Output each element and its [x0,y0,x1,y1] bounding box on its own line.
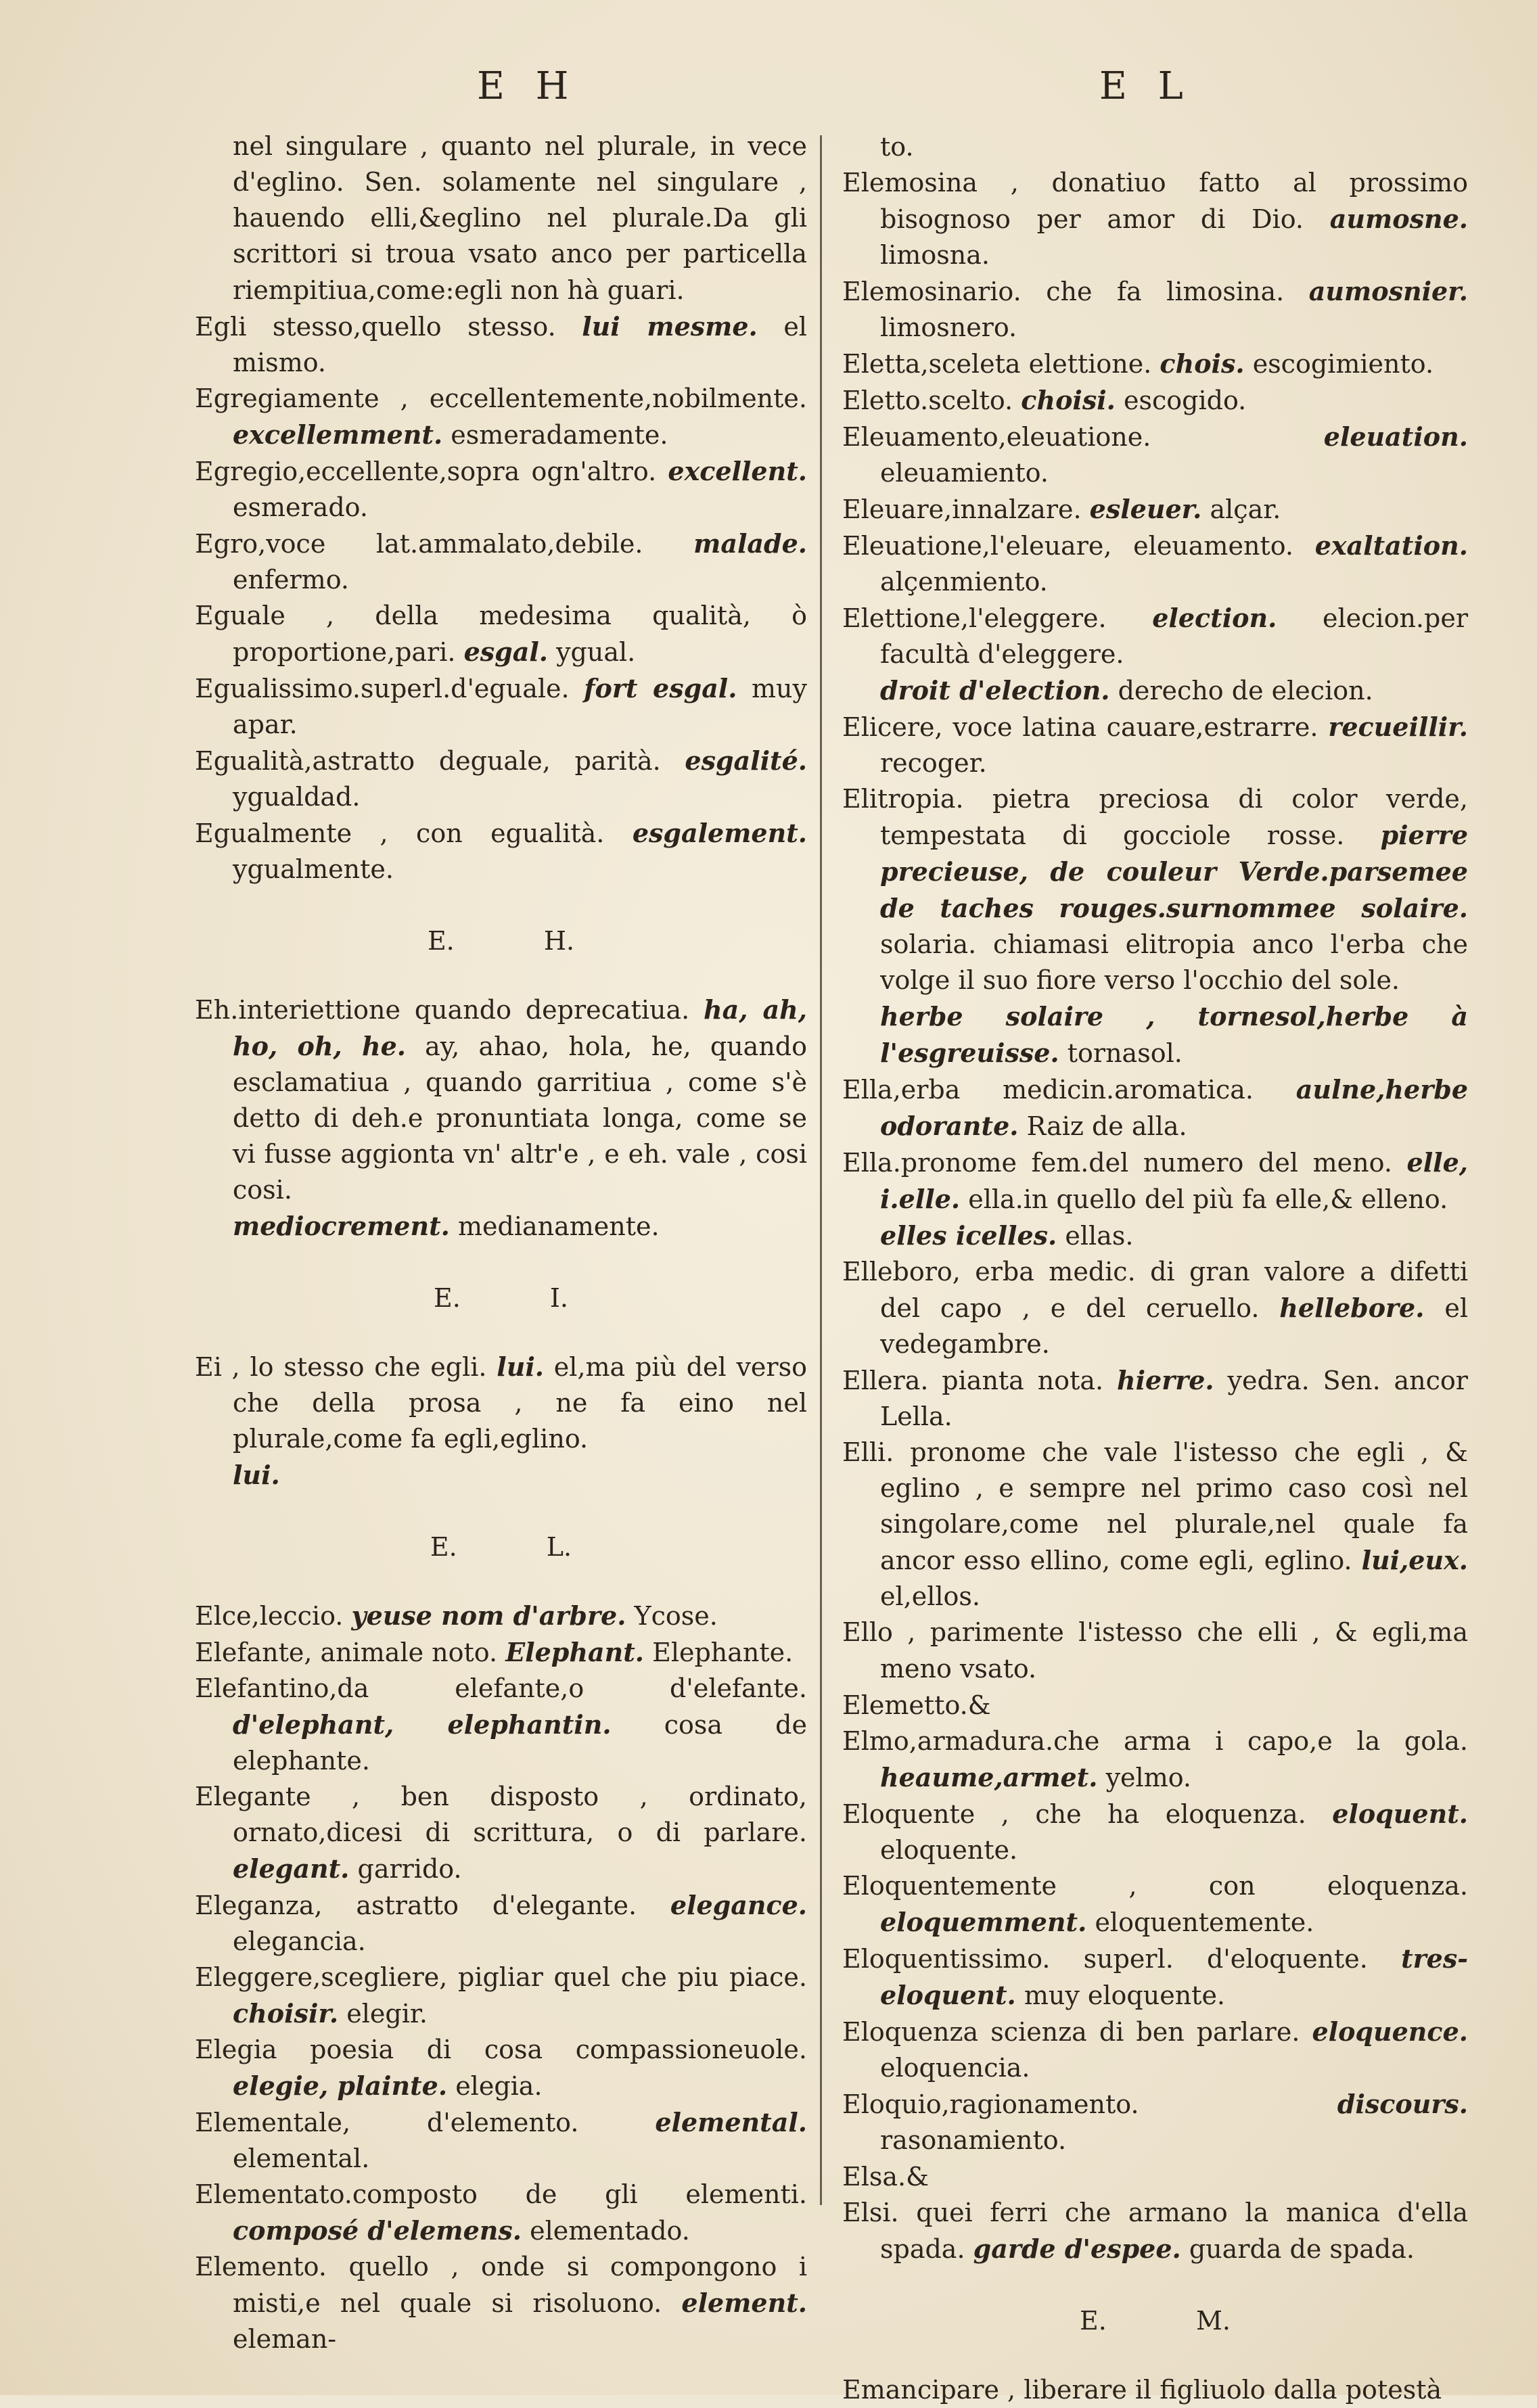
spanish-gloss: eleuamiento. [880,458,1049,488]
italian-text: Egualissimo.superl.d'eguale. [195,674,570,703]
french-gloss: elle, i.elle. [880,1147,1468,1214]
spanish-gloss: yedra. Sen. ancor Lella. [880,1366,1468,1431]
italian-text: Elsa.& [842,2162,929,2192]
spanish-gloss: eloquentemente. [1095,1907,1314,1937]
italian-text: Elementato.composto de gli elementi. [195,2179,807,2209]
italian-text: Emancipare , liberare il figliuolo dalla potestà [842,2375,1442,2405]
french-gloss: election. [1152,603,1277,633]
french-gloss: droit d'election. [880,675,1110,705]
french-gloss: aulne,herbe odorante. [880,1074,1468,1141]
french-gloss: elemental. [655,2107,807,2137]
dictionary-entry [842,781,1468,998]
italian-text: Ellera. pianta nota. [842,1366,1104,1395]
italian-text: Eletta,sceleta elettione. [842,349,1152,379]
dictionary-entry [195,992,807,1208]
french-gloss: d'elephant, elephantin. [233,1709,612,1740]
italian-text: Elementale, d'elemento. [195,2108,579,2137]
french-gloss: esgal. [463,636,548,667]
italian-text: E. H. [427,926,575,956]
french-gloss: chois. [1160,348,1245,379]
french-gloss: composé d'elemens. [233,2215,522,2246]
entry-continuation [195,1208,807,1245]
dictionary-entry [842,1796,1468,1868]
italian-text: Egualmente , con egualità. [195,818,605,848]
dictionary-entry [842,1687,1468,1723]
italian-text: Eh.interiettione quando deprecatiua. [195,995,690,1025]
entry-continuation [842,129,1468,165]
spanish-gloss: esmeradamente. [451,420,668,450]
dictionary-entry [842,1941,1468,2014]
dictionary-entry [842,1723,1468,1796]
italian-text: Eleuatione,l'eleuare, eleuamento. [842,531,1293,561]
french-gloss: ha, ah, ho, oh, he. [233,994,807,1061]
dictionary-entry [195,1960,807,2032]
spanish-gloss: enfermo. [233,565,350,595]
dictionary-entry [195,1634,807,1671]
italian-text: Eleuamento,eleuatione. [842,422,1151,452]
spanish-gloss: derecho de elecion. [1118,676,1373,705]
french-gloss: eloquent. [1332,1799,1468,1829]
spanish-gloss: garrido. [357,1854,462,1884]
spanish-gloss: cosa de elephante. [233,1710,807,1776]
section-heading [195,1529,807,1565]
dictionary-entry [195,1349,807,1457]
dictionary-entry [842,382,1468,419]
section-heading [195,923,807,959]
italian-text: Ei , lo stesso che egli. [195,1352,487,1382]
italian-text: Elli. pronome che vale l'istesso che egli , & eglino , e sempre nel primo caso così nel singolare,come nel plurale,nel quale fa ancor esso ellino, come egli, eglino. [842,1437,1468,1575]
italian-text: E. L. [430,1532,572,1562]
dictionary-entry [842,1254,1468,1362]
dictionary-entry [842,2086,1468,2158]
italian-text: Elemosinario. che fa limosina. [842,277,1285,306]
italian-text: E. I. [434,1283,568,1313]
dictionary-entry [195,1671,807,1779]
dictionary-entry [842,1071,1468,1144]
french-gloss: lui mesme. [582,311,758,342]
dictionary-entry [842,2371,1468,2408]
french-gloss: herbe solaire , tornesol,herbe à l'esgreuisse. [880,1001,1468,1068]
dictionary-entry [842,2014,1468,2086]
spanish-gloss: escogido. [1124,386,1247,415]
spanish-gloss: elegia. [455,2071,543,2101]
italian-text: Elicere, voce latina cauare,estrarre. [842,712,1318,742]
italian-text: Elefante, animale noto. [195,1638,498,1667]
french-gloss: excellemment. [233,419,443,450]
italian-text: Egregiamente , eccellentemente,nobilmente. [195,384,807,413]
dictionary-entry [842,2158,1468,2195]
dictionary-entry [195,308,807,381]
french-gloss: garde d'espee. [973,2233,1181,2264]
italian-text: Elsi. quei ferri che armano la manica d'ella spada. [842,2198,1468,2264]
french-gloss: esgalité. [685,745,807,776]
spanish-gloss: muy apar. [233,674,807,739]
spanish-gloss: esmerado. [233,492,368,522]
spanish-gloss: elemental. [233,2144,370,2173]
dictionary-entry [195,2249,807,2357]
dictionary-entry [195,453,807,526]
italian-text: Elmo,armadura.che arma i capo,e la gola. [842,1726,1468,1756]
italian-text: Egli stesso,quello stesso. [195,312,556,342]
spanish-gloss: eleman- [233,2324,337,2354]
dictionary-entry [195,2177,807,2249]
french-gloss: tres-eloquent. [880,1943,1468,2010]
spanish-gloss: ygualmente. [233,854,394,884]
italian-text: Eloquente , che ha eloquenza. [842,1799,1306,1829]
italian-text: Ella.pronome fem.del numero del meno. [842,1148,1392,1178]
dictionary-entry [842,600,1468,672]
italian-text: Egregio,eccellente,sopra ogn'altro. [195,457,657,486]
dictionary-entry [842,1615,1468,1687]
french-gloss: malade. [693,528,807,559]
french-gloss: esgalement. [632,818,807,848]
dictionary-entry [842,1362,1468,1435]
spanish-gloss: el vedegambre. [880,1293,1468,1359]
dictionary-entry [195,2104,807,2177]
spanish-gloss: limosnero. [880,312,1017,342]
spanish-gloss: solaria. chiamasi elitropia anco l'erba che volge il suo fiore verso l'occhio del sole. [880,929,1468,995]
spanish-gloss: ay, ahao, hola, he, quando esclamatiua , quando garritiua , come s'è detto di deh.e pronuntiata longa, come se vi fusse aggionta vn' altr'e , e eh. vale , cosi cosi. [233,1032,807,1205]
italian-text: Ello , parimente l'istesso che elli , & egli,ma meno vsato. [842,1617,1468,1684]
spanish-gloss: ellas. [1065,1221,1134,1251]
left-column [195,129,807,2357]
dictionary-entry [842,1435,1468,1615]
spanish-gloss: yelmo. [1105,1763,1192,1792]
spanish-gloss: elecion.per facultà d'eleggere. [880,603,1468,669]
spanish-gloss: ygual. [556,637,636,667]
spanish-gloss: eloquente. [880,1835,1018,1865]
french-gloss: esleuer. [1089,494,1202,524]
dictionary-entry [195,1887,807,1960]
dictionary-entry [195,381,807,453]
spanish-gloss: escogimiento. [1252,349,1434,379]
french-gloss: hierre. [1116,1365,1214,1395]
dictionary-entry [842,273,1468,346]
entry-continuation [842,998,1468,1071]
section-heading [195,1280,807,1316]
entry-continuation [842,1218,1468,1254]
italian-text: Eloquentissimo. superl. d'eloquente. [842,1944,1368,1974]
italian-text: E. M. [1080,2306,1231,2336]
italian-text: Elegante , ben disposto , ordinato, ornato,dicesi di scrittura, o di parlare. [195,1782,807,1847]
right-column [842,129,1468,2408]
spanish-gloss: elementado. [530,2216,690,2246]
italian-text: Egualità,astratto deguale, parità. [195,746,661,776]
italian-text: Elce,leccio. [195,1601,344,1631]
spanish-gloss: el mismo. [233,312,807,377]
french-gloss: exaltation. [1314,530,1468,561]
italian-text: Eleuare,innalzare. [842,494,1082,524]
dictionary-entry [842,2195,1468,2267]
spanish-gloss: medianamente. [457,1211,660,1241]
italian-text: Elemosina , donatiuo fatto al prossimo bisognoso per amor di Dio. [842,168,1468,234]
italian-text: Ella,erba medicin.aromatica. [842,1075,1254,1105]
dictionary-entry [195,598,807,670]
italian-text: Elegia poesia di cosa compassioneuole. [195,2035,807,2064]
italian-text: Eguale , della medesima qualità, ò proportione,pari. [195,601,807,667]
italian-text: Egro,voce lat.ammalato,debile. [195,529,643,559]
spanish-gloss: elegancia. [233,1926,366,1956]
spanish-gloss: Ycose. [634,1601,718,1631]
italian-text: to. [880,132,914,162]
spanish-gloss: Raiz de alla. [1026,1111,1187,1141]
italian-text: nel singulare , quanto nel plurale, in vece d'eglino. Sen. solamente nel singulare , hauendo elli,&eglino nel plurale.Da gli scrittori si troua vsato anco per particella riempitiua,come:egli non hà guari. [233,131,807,305]
french-gloss: fort esgal. [584,673,737,703]
dictionary-entry [842,419,1468,491]
french-gloss: elles icelles. [880,1220,1057,1251]
dictionary-entry [842,165,1468,273]
french-gloss: pierre precieuse, de couleur Verde.parsemee de taches rouges.surnommee solaire. [880,820,1468,923]
spanish-gloss: muy eloquente. [1024,1981,1226,2010]
french-gloss: lui. [233,1460,280,1490]
french-gloss: lui. [497,1351,545,1382]
italian-text: Elemetto.& [842,1690,991,1720]
french-gloss: elegance. [670,1890,807,1920]
italian-text: Elefantino,da elefante,o d'elefante. [195,1673,807,1703]
spanish-gloss: tornasol. [1067,1038,1183,1068]
italian-text: Eloquenza scienza di ben parlare. [842,2017,1300,2047]
italian-text: Eloquio,ragionamento. [842,2089,1139,2119]
italian-text: Eleganza, astratto d'elegante. [195,1891,637,1920]
french-gloss: eloquemment. [880,1907,1087,1937]
dictionary-entry [842,709,1468,781]
french-gloss: element. [681,2288,807,2318]
spanish-gloss: alçenmiento. [880,567,1048,597]
dictionary-entry [195,815,807,887]
italian-text: Elleboro, erba medic. di gran valore a difetti del capo , e del ceruello. [842,1257,1468,1323]
french-gloss: eleuation. [1323,421,1468,452]
french-gloss: excellent. [668,456,807,486]
french-gloss: elegant. [233,1853,350,1884]
entry-continuation [195,1457,807,1494]
spanish-gloss: ygualdad. [233,782,361,812]
italian-text: Eletto.scelto. [842,386,1013,415]
italian-text: Eleggere,scegliere, pigliar quel che piu piace. [195,1962,807,1992]
french-gloss: recueillir. [1328,712,1468,742]
french-gloss: lui,eux. [1361,1545,1468,1575]
entry-continuation [842,672,1468,709]
french-gloss: heaume,armet. [880,1762,1098,1792]
spanish-gloss: Elephante. [652,1638,794,1667]
spanish-gloss: el,ma più del verso che della prosa , ne fa eino nel plurale,come fa egli,eglino. [233,1352,807,1454]
spanish-gloss: alçar. [1210,494,1281,524]
spanish-gloss: elegir. [346,1999,428,2029]
french-gloss: elegie, plainte. [233,2070,448,2101]
french-gloss: yeuse nom d'arbre. [351,1600,626,1631]
french-gloss: hellebore. [1279,1293,1425,1323]
section-heading [842,2302,1468,2339]
dictionary-entry [842,491,1468,528]
french-gloss: mediocrement. [233,1211,450,1241]
column-divider [820,135,822,2205]
french-gloss: aumosnier. [1308,276,1468,306]
spanish-gloss: el,ellos. [880,1581,980,1611]
dictionary-entry [195,1598,807,1634]
running-header-right: E L [1099,64,1193,108]
dictionary-entry [842,1868,1468,1941]
dictionary-entry [195,1779,807,1887]
dictionary-entry [195,743,807,815]
italian-text: Elitropia. pietra preciosa di color verde, tempestata di gocciole rosse. [842,784,1468,850]
spanish-gloss: limosna. [880,240,990,270]
spanish-gloss: guarda de spada. [1189,2234,1415,2264]
spanish-gloss: recoger. [880,748,987,778]
italian-text: Elettione,l'eleggere. [842,603,1107,633]
french-gloss: aumosne. [1329,204,1468,234]
dictionary-entry [195,526,807,598]
spanish-gloss: eloquencia. [880,2053,1030,2083]
spanish-gloss: ella.in quello del più fa elle,& elleno. [968,1184,1448,1214]
dictionary-entry [842,528,1468,600]
italian-text: Elemento. quello , onde si compongono i misti,e nel quale si risoluono. [195,2252,807,2318]
dictionary-entry [195,670,807,743]
french-gloss: choisir. [233,1998,339,2029]
french-gloss: eloquence. [1312,2016,1468,2047]
spanish-gloss: rasonamiento. [880,2125,1067,2155]
entry-continuation [195,129,807,308]
french-gloss: Elephant. [505,1637,644,1667]
dictionary-entry [842,1144,1468,1218]
dictionary-entry [842,346,1468,382]
running-header-left: E H [477,64,578,108]
dictionary-entry [195,2032,807,2104]
french-gloss: choisi. [1021,385,1116,415]
french-gloss: discours. [1337,2089,1468,2119]
italian-text: Eloquentemente , con eloquenza. [842,1871,1468,1901]
